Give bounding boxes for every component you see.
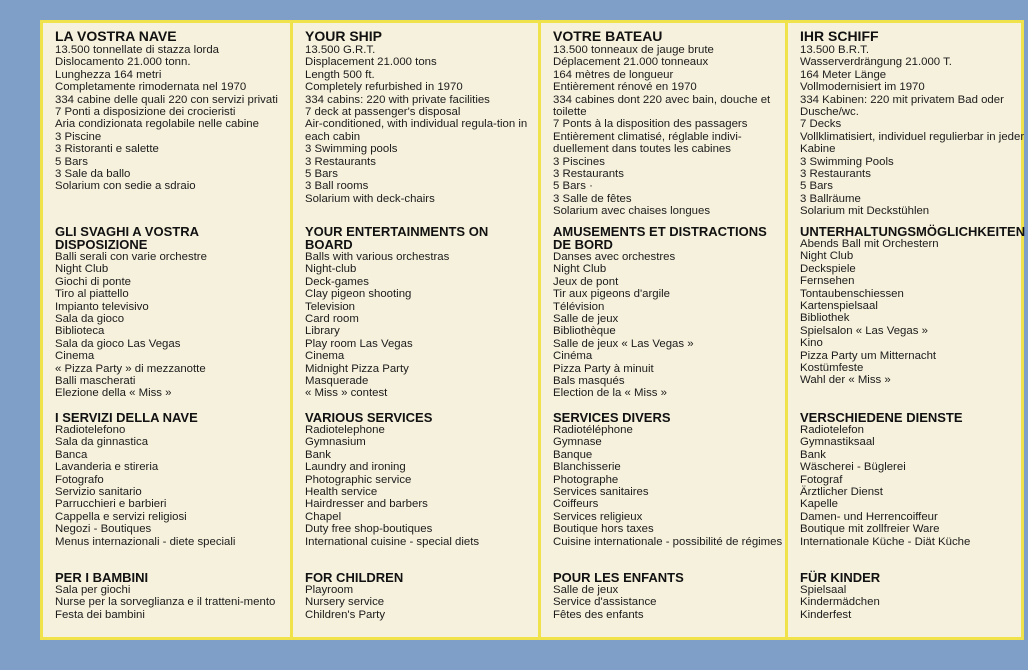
- list-item: Night-club: [305, 263, 357, 276]
- list-item: Nurse per la sorveglianza e il tratteni-mento: [55, 596, 276, 609]
- section-title: AMUSEMENTS ET DISTRACTIONS DE BORD: [553, 224, 767, 252]
- list-item: Menus internazionali - diete speciali: [55, 535, 236, 548]
- section-title: FÜR KINDER: [800, 570, 881, 585]
- list-item: Sala da gioco Las Vegas: [55, 337, 181, 350]
- list-item: 3 Swimming pools: [305, 143, 398, 156]
- list-item: Coiffeurs: [553, 498, 599, 511]
- list-item: 3 Restaurants: [800, 168, 871, 181]
- brochure-sheet: [40, 20, 1028, 640]
- list-item: 5 Bars: [800, 180, 833, 193]
- list-item: Night Club: [553, 263, 607, 276]
- list-item: Cinéma: [553, 350, 593, 363]
- list-item: Deck-games: [305, 275, 369, 288]
- list-item: Wahl der « Miss »: [800, 374, 891, 387]
- list-item: Damen- und Herrencoiffeur: [800, 510, 938, 523]
- list-item: Tiro al piattello: [55, 288, 129, 301]
- list-item: Radiotelefon: [800, 424, 864, 436]
- section-title: YOUR ENTERTAINMENTS ON BOARD: [305, 224, 489, 252]
- list-item: 5 Bars ·: [553, 180, 593, 193]
- list-item: Parrucchieri e barbieri: [55, 498, 167, 511]
- list-item: Lunghezza 164 metri: [55, 68, 162, 81]
- list-item: Playroom: [305, 584, 354, 596]
- list-item: Fernsehen: [800, 275, 855, 288]
- list-item: Fêtes des enfants: [553, 608, 644, 621]
- list-item: Cinema: [305, 350, 345, 363]
- list-item: 13.500 G.R.T.: [305, 44, 376, 56]
- list-item: Completely refurbished in 1970: [305, 81, 463, 94]
- list-item: Fotografo: [55, 473, 104, 486]
- list-item: 13.500 tonneaux de jauge brute: [553, 44, 714, 56]
- section-fr-0: [553, 29, 784, 218]
- section-it-0: [55, 29, 289, 193]
- list-item: Service d'assistance: [553, 596, 657, 609]
- list-item: Bals masqués: [553, 375, 625, 388]
- list-item: Jeux de pont: [553, 275, 619, 288]
- list-item: Gymnasium: [305, 436, 366, 449]
- list-item: Solarium avec chaises longues: [553, 205, 711, 218]
- list-item: Vollmodernisiert im 1970: [800, 81, 925, 94]
- list-item: Kartenspielsaal: [800, 300, 878, 313]
- list-item: Aria condizionata regolabile nelle cabine: [55, 118, 259, 131]
- list-item: Bibliothek: [800, 312, 850, 325]
- list-item: Wäscherei - Büglerei: [800, 461, 906, 474]
- list-item: Boutique hors taxes: [553, 523, 654, 536]
- list-item: 3 Restaurants: [305, 155, 376, 168]
- list-item: 3 Restaurants: [553, 168, 624, 181]
- list-item: 3 Piscines: [553, 155, 605, 168]
- list-item: Night Club: [55, 263, 109, 276]
- list-item: 5 Bars: [55, 155, 88, 168]
- section-fr-1: [553, 225, 784, 400]
- list-item: Midnight Pizza Party: [305, 362, 409, 375]
- list-item: Balli mascherati: [55, 375, 136, 388]
- list-item: 164 mètres de longueur: [553, 68, 674, 81]
- list-item: Vollklimatisiert, individuel regulierbar in jeder Kabine: [800, 130, 1028, 156]
- list-item: Gymnastiksaal: [800, 436, 875, 449]
- list-item: 3 Ballräume: [800, 192, 861, 205]
- list-item: 13.500 B.R.T.: [800, 44, 870, 56]
- list-item: Blanchisserie: [553, 461, 621, 474]
- list-item: Length 500 ft.: [305, 68, 375, 81]
- list-item: Entièrement climatisé, réglable indivi-duellement dans toutes les cabines: [553, 130, 742, 156]
- list-item: 334 cabines dont 220 avec bain, douche et toilette: [553, 93, 774, 119]
- column-divider: [538, 23, 541, 637]
- list-item: Pizza Party à minuit: [553, 362, 654, 375]
- list-item: Completamente rimodernata nel 1970: [55, 81, 247, 94]
- list-item: Health service: [305, 486, 378, 499]
- list-item: Spielsalon « Las Vegas »: [800, 324, 928, 337]
- list-item: Election de la « Miss »: [553, 387, 667, 400]
- list-item: Photographe: [553, 473, 619, 486]
- list-item: 3 Swimming Pools: [800, 155, 894, 168]
- list-item: Laundry and ironing: [305, 461, 406, 474]
- list-item: Salle de jeux « Las Vegas »: [553, 337, 694, 350]
- list-item: Festa dei bambini: [55, 608, 145, 621]
- section-title: YOUR SHIP: [305, 28, 383, 44]
- list-item: Pizza Party um Mitternacht: [800, 349, 937, 362]
- section-title: VARIOUS SERVICES: [305, 410, 433, 425]
- list-item: Abends Ball mit Orchestern: [800, 238, 939, 250]
- list-item: Ärztlicher Dienst: [800, 486, 883, 499]
- list-item: 7 Ponti a disposizione dei crocieristi: [55, 106, 236, 119]
- list-item: Wasserverdrängung 21.000 T.: [800, 56, 952, 69]
- section-en-2: [305, 411, 537, 548]
- list-item: Library: [305, 325, 340, 338]
- list-item: Radiotéléphone: [553, 424, 633, 436]
- list-item: Masquerade: [305, 375, 369, 388]
- list-item: Night Club: [800, 250, 854, 263]
- list-item: 7 deck at passenger's disposal: [305, 106, 461, 119]
- list-item: Services sanitaires: [553, 486, 649, 499]
- list-item: Services religieux: [553, 510, 643, 523]
- list-item: 7 Ponts à la disposition des passagers: [553, 118, 748, 131]
- list-item: Cinema: [55, 350, 95, 363]
- list-item: Lavanderia e stireria: [55, 461, 159, 474]
- section-it-3: [55, 571, 289, 621]
- list-item: Bank: [800, 448, 826, 461]
- list-item: 13.500 tonnellate di stazza lorda: [55, 44, 220, 56]
- section-fr-2: [553, 411, 784, 548]
- list-item: Bibliothèque: [553, 325, 616, 338]
- list-item: 3 Piscine: [55, 130, 102, 143]
- list-item: Kapelle: [800, 498, 838, 511]
- list-item: Bank: [305, 448, 331, 461]
- column-divider: [785, 23, 788, 637]
- list-item: Solarium con sedie a sdraio: [55, 180, 196, 193]
- list-item: Radiotelefono: [55, 424, 126, 436]
- section-title: PER I BAMBINI: [55, 570, 149, 585]
- list-item: Solarium mit Deckstühlen: [800, 205, 930, 218]
- list-item: Banque: [553, 448, 593, 461]
- list-item: Spielsaal: [800, 584, 847, 596]
- list-item: Banca: [55, 448, 88, 461]
- list-item: Tontaubenschiessen: [800, 287, 904, 300]
- list-item: Kindermädchen: [800, 596, 880, 609]
- list-item: Photographic service: [305, 473, 412, 486]
- list-item: Clay pigeon shooting: [305, 288, 412, 301]
- list-item: Hairdresser and barbers: [305, 498, 428, 511]
- list-item: Radiotelephone: [305, 424, 385, 436]
- list-item: Elezione della « Miss »: [55, 387, 172, 400]
- list-item: International cuisine - special diets: [305, 535, 480, 548]
- list-item: Duty free shop-boutiques: [305, 523, 433, 536]
- column-en: [293, 23, 539, 637]
- list-item: Sala per giochi: [55, 584, 131, 596]
- list-item: Kino: [800, 337, 823, 350]
- list-item: Children's Party: [305, 608, 386, 621]
- column-it: [43, 23, 291, 637]
- section-title: I SERVIZI DELLA NAVE: [55, 410, 198, 425]
- section-de-2: [800, 411, 1026, 548]
- list-item: 334 cabine delle quali 220 con servizi privati: [55, 93, 278, 106]
- list-item: Biblioteca: [55, 325, 105, 338]
- list-item: Sala da gioco: [55, 313, 125, 326]
- list-item: Fotograf: [800, 473, 843, 486]
- column-fr: [541, 23, 786, 637]
- section-title: GLI SVAGHI A VOSTRA DISPOSIZIONE: [55, 224, 199, 252]
- section-title: VERSCHIEDENE DIENSTE: [800, 410, 963, 425]
- list-item: Salle de jeux: [553, 584, 619, 596]
- list-item: Kostümfeste: [800, 362, 864, 375]
- list-item: Entièrement rénové en 1970: [553, 81, 697, 94]
- section-de-1: [800, 225, 1026, 387]
- list-item: Cappella e servizi religiosi: [55, 510, 187, 523]
- list-item: Internationale Küche - Diät Küche: [800, 535, 971, 548]
- list-item: « Miss » contest: [305, 387, 388, 400]
- list-item: 3 Ristoranti e salette: [55, 143, 159, 156]
- list-item: Solarium with deck-chairs: [305, 192, 435, 205]
- list-item: 3 Sale da ballo: [55, 168, 131, 181]
- section-title: UNTERHALTUNGSMÖGLICHKEITEN: [800, 224, 1026, 239]
- section-title: FOR CHILDREN: [305, 570, 404, 585]
- list-item: Cuisine internationale - possibilité de régimes: [553, 535, 783, 548]
- list-item: Displacement 21.000 tons: [305, 56, 437, 69]
- list-item: Dislocamento 21.000 tonn.: [55, 56, 191, 69]
- list-item: Tir aux pigeons d'argile: [553, 288, 670, 301]
- list-item: Television: [305, 300, 356, 313]
- list-item: Play room Las Vegas: [305, 337, 413, 350]
- list-item: Giochi di ponte: [55, 275, 131, 288]
- column-divider: [290, 23, 293, 637]
- section-de-3: [800, 571, 1026, 621]
- list-item: Air-conditioned, with individual regula-tion in each cabin: [305, 118, 531, 143]
- section-title: VOTRE BATEAU: [553, 28, 663, 44]
- section-title: IHR SCHIFF: [800, 28, 879, 44]
- list-item: Card room: [305, 313, 359, 326]
- section-title: LA VOSTRA NAVE: [55, 28, 177, 44]
- list-item: Gymnase: [553, 436, 602, 449]
- column-de: [788, 23, 1028, 637]
- list-item: 7 Decks: [800, 118, 842, 131]
- list-item: Boutique mit zollfreier Ware: [800, 523, 940, 536]
- list-item: Negozi - Boutiques: [55, 523, 152, 536]
- list-item: 164 Meter Länge: [800, 68, 887, 81]
- list-item: Servizio sanitario: [55, 486, 142, 499]
- list-item: Danses avec orchestres: [553, 251, 676, 263]
- section-de-0: [800, 29, 1026, 218]
- section-it-1: [55, 225, 289, 400]
- list-item: 5 Bars: [305, 168, 338, 181]
- list-item: Kinderfest: [800, 608, 852, 621]
- section-en-0: [305, 29, 537, 205]
- section-title: SERVICES DIVERS: [553, 410, 671, 425]
- list-item: Balli serali con varie orchestre: [55, 251, 207, 263]
- list-item: Nursery service: [305, 596, 385, 609]
- list-item: Déplacement 21.000 tonneaux: [553, 56, 709, 69]
- list-item: « Pizza Party » di mezzanotte: [55, 362, 206, 375]
- list-item: 3 Salle de fêtes: [553, 192, 632, 205]
- section-fr-3: [553, 571, 784, 621]
- list-item: Impianto televisivo: [55, 300, 149, 313]
- list-item: Deckspiele: [800, 262, 856, 275]
- section-en-3: [305, 571, 537, 621]
- list-item: Balls with various orchestras: [305, 251, 450, 263]
- list-item: 334 cabins: 220 with private facilities: [305, 93, 490, 106]
- section-en-1: [305, 225, 537, 400]
- section-title: POUR LES ENFANTS: [553, 570, 684, 585]
- list-item: Chapel: [305, 510, 342, 523]
- list-item: 3 Ball rooms: [305, 180, 369, 193]
- list-item: 334 Kabinen: 220 mit privatem Bad oder Dusche/wc.: [800, 93, 1008, 119]
- list-item: Salle de jeux: [553, 313, 619, 326]
- list-item: Sala da ginnastica: [55, 436, 149, 449]
- list-item: Télévision: [553, 300, 605, 313]
- section-it-2: [55, 411, 289, 548]
